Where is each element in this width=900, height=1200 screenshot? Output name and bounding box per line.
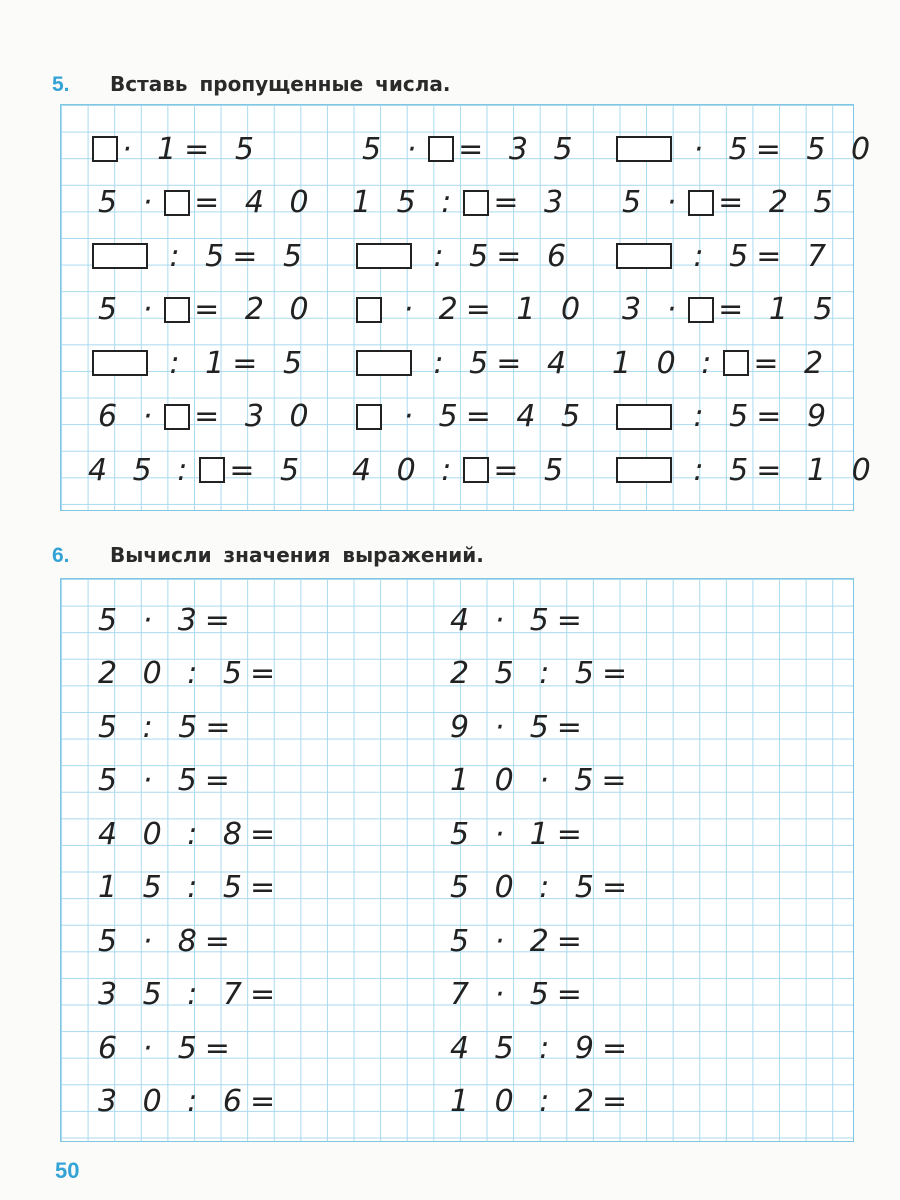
expression-left: 5 · 5= <box>98 763 238 798</box>
expression-suffix: : 5= 6 <box>416 238 575 274</box>
answer-box[interactable] <box>688 297 714 323</box>
expression-prefix: 4 5 : <box>88 452 196 488</box>
missing-number-exercise <box>622 181 841 225</box>
missing-number-exercise <box>88 448 307 492</box>
expression-right: 5 · 1= <box>450 816 590 852</box>
missing-number-exercise <box>88 234 310 278</box>
missing-number-exercise <box>352 395 588 439</box>
expression-right: 1 0 : 2= <box>450 1084 636 1119</box>
expression-prefix: 3 · <box>622 292 685 327</box>
expression-prefix: 5 · <box>622 185 685 220</box>
answer-box[interactable] <box>356 404 382 430</box>
missing-number-exercise <box>362 127 581 171</box>
missing-number-exercise <box>352 341 574 385</box>
expression-right: 2 5 : 5= <box>450 656 636 691</box>
missing-number-exercise <box>612 448 879 492</box>
expression-prefix: 4 0 : <box>352 452 460 488</box>
expression-suffix: · 5= 4 5 <box>386 399 589 434</box>
expression-prefix: 1 0 : <box>612 345 720 381</box>
expression-right: 1 0 · 5= <box>450 763 635 798</box>
answer-box[interactable] <box>356 297 382 323</box>
answer-box[interactable] <box>199 457 225 483</box>
expression-prefix: 5 · <box>98 292 161 327</box>
expression-suffix: = 2 5 <box>718 185 841 220</box>
expression-suffix: = 3 5 <box>458 131 581 167</box>
expression-right: 7 · 5= <box>450 977 590 1012</box>
expression-suffix: = 5 <box>229 452 308 488</box>
expression-suffix: = 3 0 <box>194 399 317 434</box>
expression-suffix: = 2 <box>753 345 832 381</box>
expression-suffix: · 2= 1 0 <box>386 292 589 327</box>
expression-left: 3 0 : 6= <box>98 1084 284 1119</box>
expression-suffix: : 5= 9 <box>676 399 835 434</box>
expression-right: 5 · 2= <box>450 923 590 959</box>
missing-number-exercise <box>352 234 574 278</box>
expression-right: 9 · 5= <box>450 709 590 745</box>
missing-number-exercise <box>88 341 310 385</box>
missing-number-exercise <box>352 448 571 492</box>
expression-suffix: : 5= 4 <box>416 345 575 381</box>
missing-number-exercise <box>612 395 834 439</box>
missing-number-exercise <box>98 288 317 332</box>
page-number: 50 <box>55 1158 80 1183</box>
expression-suffix: : 5= 1 0 <box>676 452 879 488</box>
expression-suffix: = 4 0 <box>194 185 317 220</box>
expression-suffix: = 5 <box>493 452 572 488</box>
expression-suffix: : 5= 7 <box>676 238 835 274</box>
answer-box[interactable] <box>164 404 190 430</box>
expression-suffix: = 3 <box>493 185 572 220</box>
expression-left: 4 0 : 8= <box>98 816 284 852</box>
missing-number-exercise <box>352 181 571 225</box>
task5-title: Вставь пропущенные числа. <box>110 72 451 96</box>
expression-suffix: · 5= 5 0 <box>676 131 879 167</box>
missing-number-exercise <box>612 234 834 278</box>
answer-box[interactable] <box>616 457 672 483</box>
expression-right: 4 5 : 9= <box>450 1030 636 1066</box>
missing-number-exercise <box>622 288 841 332</box>
expression-suffix: : 5= 5 <box>152 238 311 274</box>
expression-prefix: 5 · <box>362 131 425 167</box>
answer-box[interactable] <box>92 243 148 269</box>
answer-box[interactable] <box>723 350 749 376</box>
answer-box[interactable] <box>356 350 412 376</box>
expression-suffix: : 1= 5 <box>152 345 311 381</box>
missing-number-exercise <box>352 288 588 332</box>
expression-left: 5 : 5= <box>98 709 239 745</box>
expression-prefix: 5 · <box>98 185 161 220</box>
task5-number: 5. <box>52 73 70 96</box>
task5-header <box>52 72 450 97</box>
answer-box[interactable] <box>92 136 118 162</box>
task6-header <box>52 543 484 568</box>
expression-suffix: · 1= 5 <box>122 131 262 167</box>
expression-prefix: 6 · <box>98 399 161 434</box>
task6-number: 6. <box>52 544 70 567</box>
answer-box[interactable] <box>688 190 714 216</box>
expression-right: 4 · 5= <box>450 602 590 638</box>
expression-left: 5 · 3= <box>98 602 238 638</box>
expression-left: 1 5 : 5= <box>98 870 284 905</box>
missing-number-exercise <box>612 341 831 385</box>
answer-box[interactable] <box>616 136 672 162</box>
expression-left: 2 0 : 5= <box>98 656 284 691</box>
answer-box[interactable] <box>428 136 454 162</box>
answer-box[interactable] <box>92 350 148 376</box>
answer-box[interactable] <box>463 190 489 216</box>
answer-box[interactable] <box>616 404 672 430</box>
missing-number-exercise <box>98 181 317 225</box>
missing-number-exercise <box>98 395 317 439</box>
expression-left: 6 · 5= <box>98 1030 238 1066</box>
expression-prefix: 1 5 : <box>352 185 460 220</box>
answer-box[interactable] <box>164 297 190 323</box>
missing-number-exercise <box>612 127 878 171</box>
missing-number-exercise <box>88 127 262 171</box>
task6-title: Вычисли значения выражений. <box>110 543 484 567</box>
expression-right: 5 0 : 5= <box>450 870 636 905</box>
expression-left: 5 · 8= <box>98 923 238 959</box>
expression-suffix: = 1 5 <box>718 292 841 327</box>
answer-box[interactable] <box>356 243 412 269</box>
expression-left: 3 5 : 7= <box>98 977 284 1012</box>
answer-box[interactable] <box>463 457 489 483</box>
answer-box[interactable] <box>616 243 672 269</box>
expression-suffix: = 2 0 <box>194 292 317 327</box>
answer-box[interactable] <box>164 190 190 216</box>
